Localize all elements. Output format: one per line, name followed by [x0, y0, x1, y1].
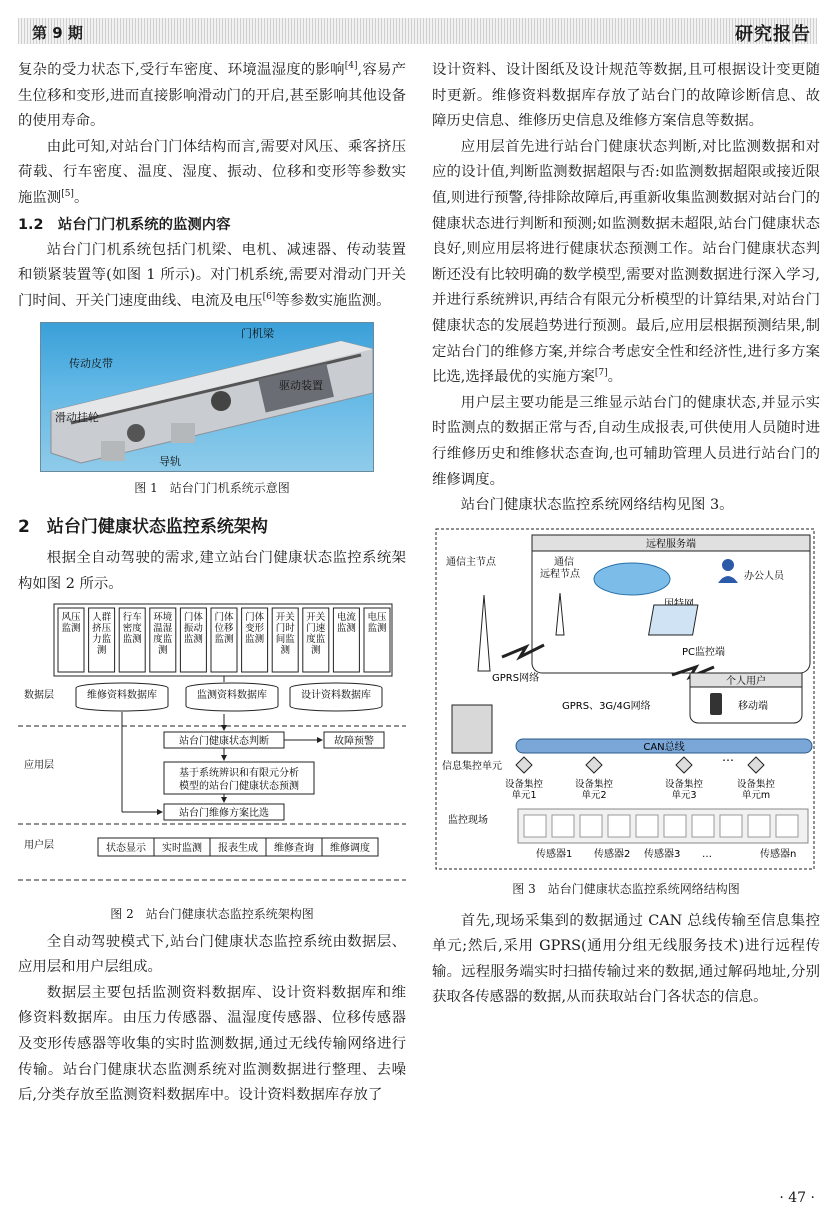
- layer-label-data: 数据层: [24, 689, 54, 701]
- sensor-label: 电压监测: [367, 611, 387, 634]
- svg-text:CAN总线: CAN总线: [643, 741, 685, 753]
- paragraph: 站台门健康状态监控系统网络结构见图 3。: [460, 497, 734, 514]
- unit-icon: [516, 757, 532, 773]
- paragraph: 应用层首先进行站台门健康状态判断,对比监测数据和对应的设计值,判断监测数据超限与否:如监测数据超限或接近限值,则进行预警,待排除故障后,再重新收集监测数据对站台门的健康状态进行判断和预测;如监测数据未超限,站台门健康状态良好,则应用层将进行健康状态预测工作。站台门健康状态判断还没有比较明确的数学模型,需要对监测数据进行深入学习,并进行系统辨识,再结合有限元分析模型的计算结果,对站台门健康状态的发展趋势进行预测。最后,应用层根据预测结果,制定站台门的维修方案,并综合考虑安全性和经济性,进行多方案比选,选择最优的实施方案[7]。: [432, 138, 820, 386]
- layer-label-user: 用户层: [24, 839, 54, 851]
- paragraph: 首先,现场采集到的数据通过 CAN 总线传输至信息集控单元;然后,采用 GPRS(通用分组无线服务技术)进行远程传输。远程服务端实时扫描传输过来的数据,通过解码地址,分别获取各传感器的数据,从而获取站台门各状态的信息。: [432, 912, 820, 1006]
- door-panel: [692, 815, 714, 837]
- door-panel: [776, 815, 798, 837]
- sensor-label: 门体位移监测: [214, 611, 234, 645]
- label-belt: 传动皮带: [69, 357, 113, 371]
- svg-text:监控现场: 监控现场: [448, 814, 488, 826]
- door-panel: [524, 815, 546, 837]
- journal-section-title: 研究报告: [735, 24, 811, 45]
- label-rail: 导轨: [159, 455, 181, 469]
- sensor-label: 电流监测: [336, 611, 356, 634]
- unit-label: 设备集控单元m: [736, 778, 776, 801]
- door-panel: [580, 815, 602, 837]
- unit-label: 设备集控单元3: [664, 778, 704, 801]
- unit-icon: [676, 757, 692, 773]
- paragraph: 由此可知,对站台门门体结构而言,需要对风压、乘客挤压荷载、行车密度、温度、湿度、振动、位移和变形等参数实施监测[5]。: [18, 138, 406, 206]
- svg-text:GPRS网络: GPRS网络: [492, 672, 540, 684]
- sensor-label: 门体振动监测: [183, 611, 203, 645]
- figure-2-caption: 图 2 站台门健康状态监控系统架构图: [110, 906, 314, 921]
- section-heading: 2 站台门健康状态监控系统架构: [18, 517, 268, 538]
- network-diagram: [432, 525, 820, 873]
- ellipsis: …: [722, 749, 734, 764]
- sensor-label: 传感器3: [644, 848, 681, 860]
- unit-icon: [586, 757, 602, 773]
- sensor-label: 风压监测: [61, 611, 81, 634]
- figure-3-caption: 图 3 站台门健康状态监控系统网络结构图: [512, 881, 740, 896]
- issue-number: 第 9 期: [32, 24, 83, 42]
- label-hanger: 滑动挂轮: [55, 411, 99, 425]
- svg-text:监测资料数据库: 监测资料数据库: [197, 689, 267, 701]
- svg-text:PC监控端: PC监控端: [682, 646, 726, 658]
- paragraph: 全自动驾驶模式下,站台门健康状态监控系统由数据层、应用层和用户层组成。: [18, 933, 406, 976]
- svg-text:远程服务端: 远程服务端: [646, 538, 696, 550]
- figure-1: [18, 322, 406, 498]
- user-function-label: 实时监测: [162, 842, 202, 854]
- right-column: [432, 58, 820, 1011]
- layer-label-app: 应用层: [24, 759, 54, 771]
- paragraph: 用户层主要功能是三维显示站台门的健康状态,并显示实时监测点的数据正常与否,自动生成报表,可供使用人员随时进行维修历史和维修状态查询,也可辅助管理人员进行站台门的维修调度。: [432, 394, 820, 488]
- paragraph: 根据全自动驾驶的需求,建立站台门健康状态监控系统架构如图 2 所示。: [18, 550, 406, 592]
- section-heading: 1.2 站台门门机系统的监测内容: [18, 216, 231, 233]
- paragraph: 数据层主要包括监测资料数据库、设计资料数据库和维修资料数据库。由压力传感器、温湿度传感器、位移传感器及变形传感器等收集的实时监测数据,通过无线传输网络进行传输。站台门健康状态监测系统对监测数据进行整理、去噪后,分类存放至监测资料数据库中。设计资料数据库存放了: [18, 984, 406, 1104]
- page-header: [18, 18, 817, 44]
- door-panel: [608, 815, 630, 837]
- sensor-label: 传感器n: [760, 848, 797, 860]
- label-beam: 门机梁: [241, 327, 274, 341]
- figure-3: [432, 525, 820, 899]
- door-panel: [720, 815, 742, 837]
- user-function-label: 维修查询: [274, 842, 314, 854]
- door-panel: [552, 815, 574, 837]
- sensor-label: 传感器1: [536, 848, 573, 860]
- user-function-label: 报表生成: [218, 842, 258, 854]
- user-function-label: 状态显示: [106, 842, 146, 854]
- unit-label: 设备集控单元1: [504, 778, 544, 801]
- sensor-label: 行车密度监测: [122, 611, 142, 645]
- paragraph: 设计资料、设计图纸及设计规范等数据,且可根据设计变更随时更新。维修资料数据库存放了站台门的故障诊断信息、故障历史信息、维修历史信息及维修方案信息等数据。: [432, 62, 820, 130]
- door-panel: [636, 815, 658, 837]
- svg-text:远程节点: 远程节点: [540, 568, 580, 580]
- db-design: [290, 683, 382, 711]
- sensor-label: 传感器2: [594, 848, 631, 860]
- svg-text:办公人员: 办公人员: [744, 570, 784, 582]
- figure-2: [18, 602, 406, 924]
- svg-text:模型的站台门健康状态预测: 模型的站台门健康状态预测: [179, 780, 299, 792]
- paragraph: 复杂的受力状态下,受行车密度、环境温湿度的影响[4],容易产生位移和变形,进而直接影响滑动门的开启,甚至影响其他设备的使用寿命。: [18, 61, 407, 130]
- svg-text:维修资料数据库: 维修资料数据库: [87, 689, 157, 701]
- page-number: · 47 ·: [779, 1190, 815, 1206]
- sensor-label: …: [702, 848, 712, 860]
- figure-1-caption: 图 1 站台门门机系统示意图: [134, 481, 290, 496]
- paragraph: 站台门门机系统包括门机梁、电机、减速器、传动装置和锁紧装置等(如图 1 所示)。对门机系统,需要对滑动门开关门时间、开关门速度曲线、电流及电压[6]等参数实施监测。: [18, 241, 406, 309]
- db-monitoring: [186, 683, 278, 711]
- door-machine-photo: [40, 322, 374, 472]
- label-drive: 驱动装置: [279, 379, 323, 393]
- sensor-label: 开关门速度监测: [306, 611, 326, 656]
- left-column: [18, 58, 406, 1109]
- svg-text:GPRS、3G/4G网络: GPRS、3G/4G网络: [562, 700, 651, 712]
- architecture-diagram: [18, 602, 406, 898]
- sensor-label: 人群挤压力监测: [92, 611, 112, 656]
- svg-text:站台门维修方案比选: 站台门维修方案比选: [179, 807, 269, 819]
- svg-text:站台门健康状态判断: 站台门健康状态判断: [179, 735, 269, 747]
- door-panel: [748, 815, 770, 837]
- svg-text:信息集控单元: 信息集控单元: [442, 760, 502, 772]
- unit-icon: [748, 757, 764, 773]
- svg-text:故障预警: 故障预警: [334, 735, 374, 747]
- svg-text:通信主节点: 通信主节点: [446, 556, 496, 568]
- svg-text:通信: 通信: [554, 556, 574, 568]
- svg-text:基于系统辨识和有限元分析: 基于系统辨识和有限元分析: [179, 767, 299, 779]
- db-maintenance: [76, 683, 168, 711]
- svg-text:设计资料数据库: 设计资料数据库: [301, 689, 371, 701]
- sensor-label: 环境温湿度监测: [153, 611, 173, 656]
- sensor-label: 开关门时间监测: [275, 611, 295, 656]
- user-function-label: 维修调度: [330, 842, 370, 854]
- door-panel: [664, 815, 686, 837]
- svg-text:移动端: 移动端: [738, 700, 768, 712]
- sensor-label: 门体变形监测: [245, 611, 265, 645]
- svg-text:个人用户: 个人用户: [726, 675, 766, 687]
- unit-label: 设备集控单元2: [574, 778, 614, 801]
